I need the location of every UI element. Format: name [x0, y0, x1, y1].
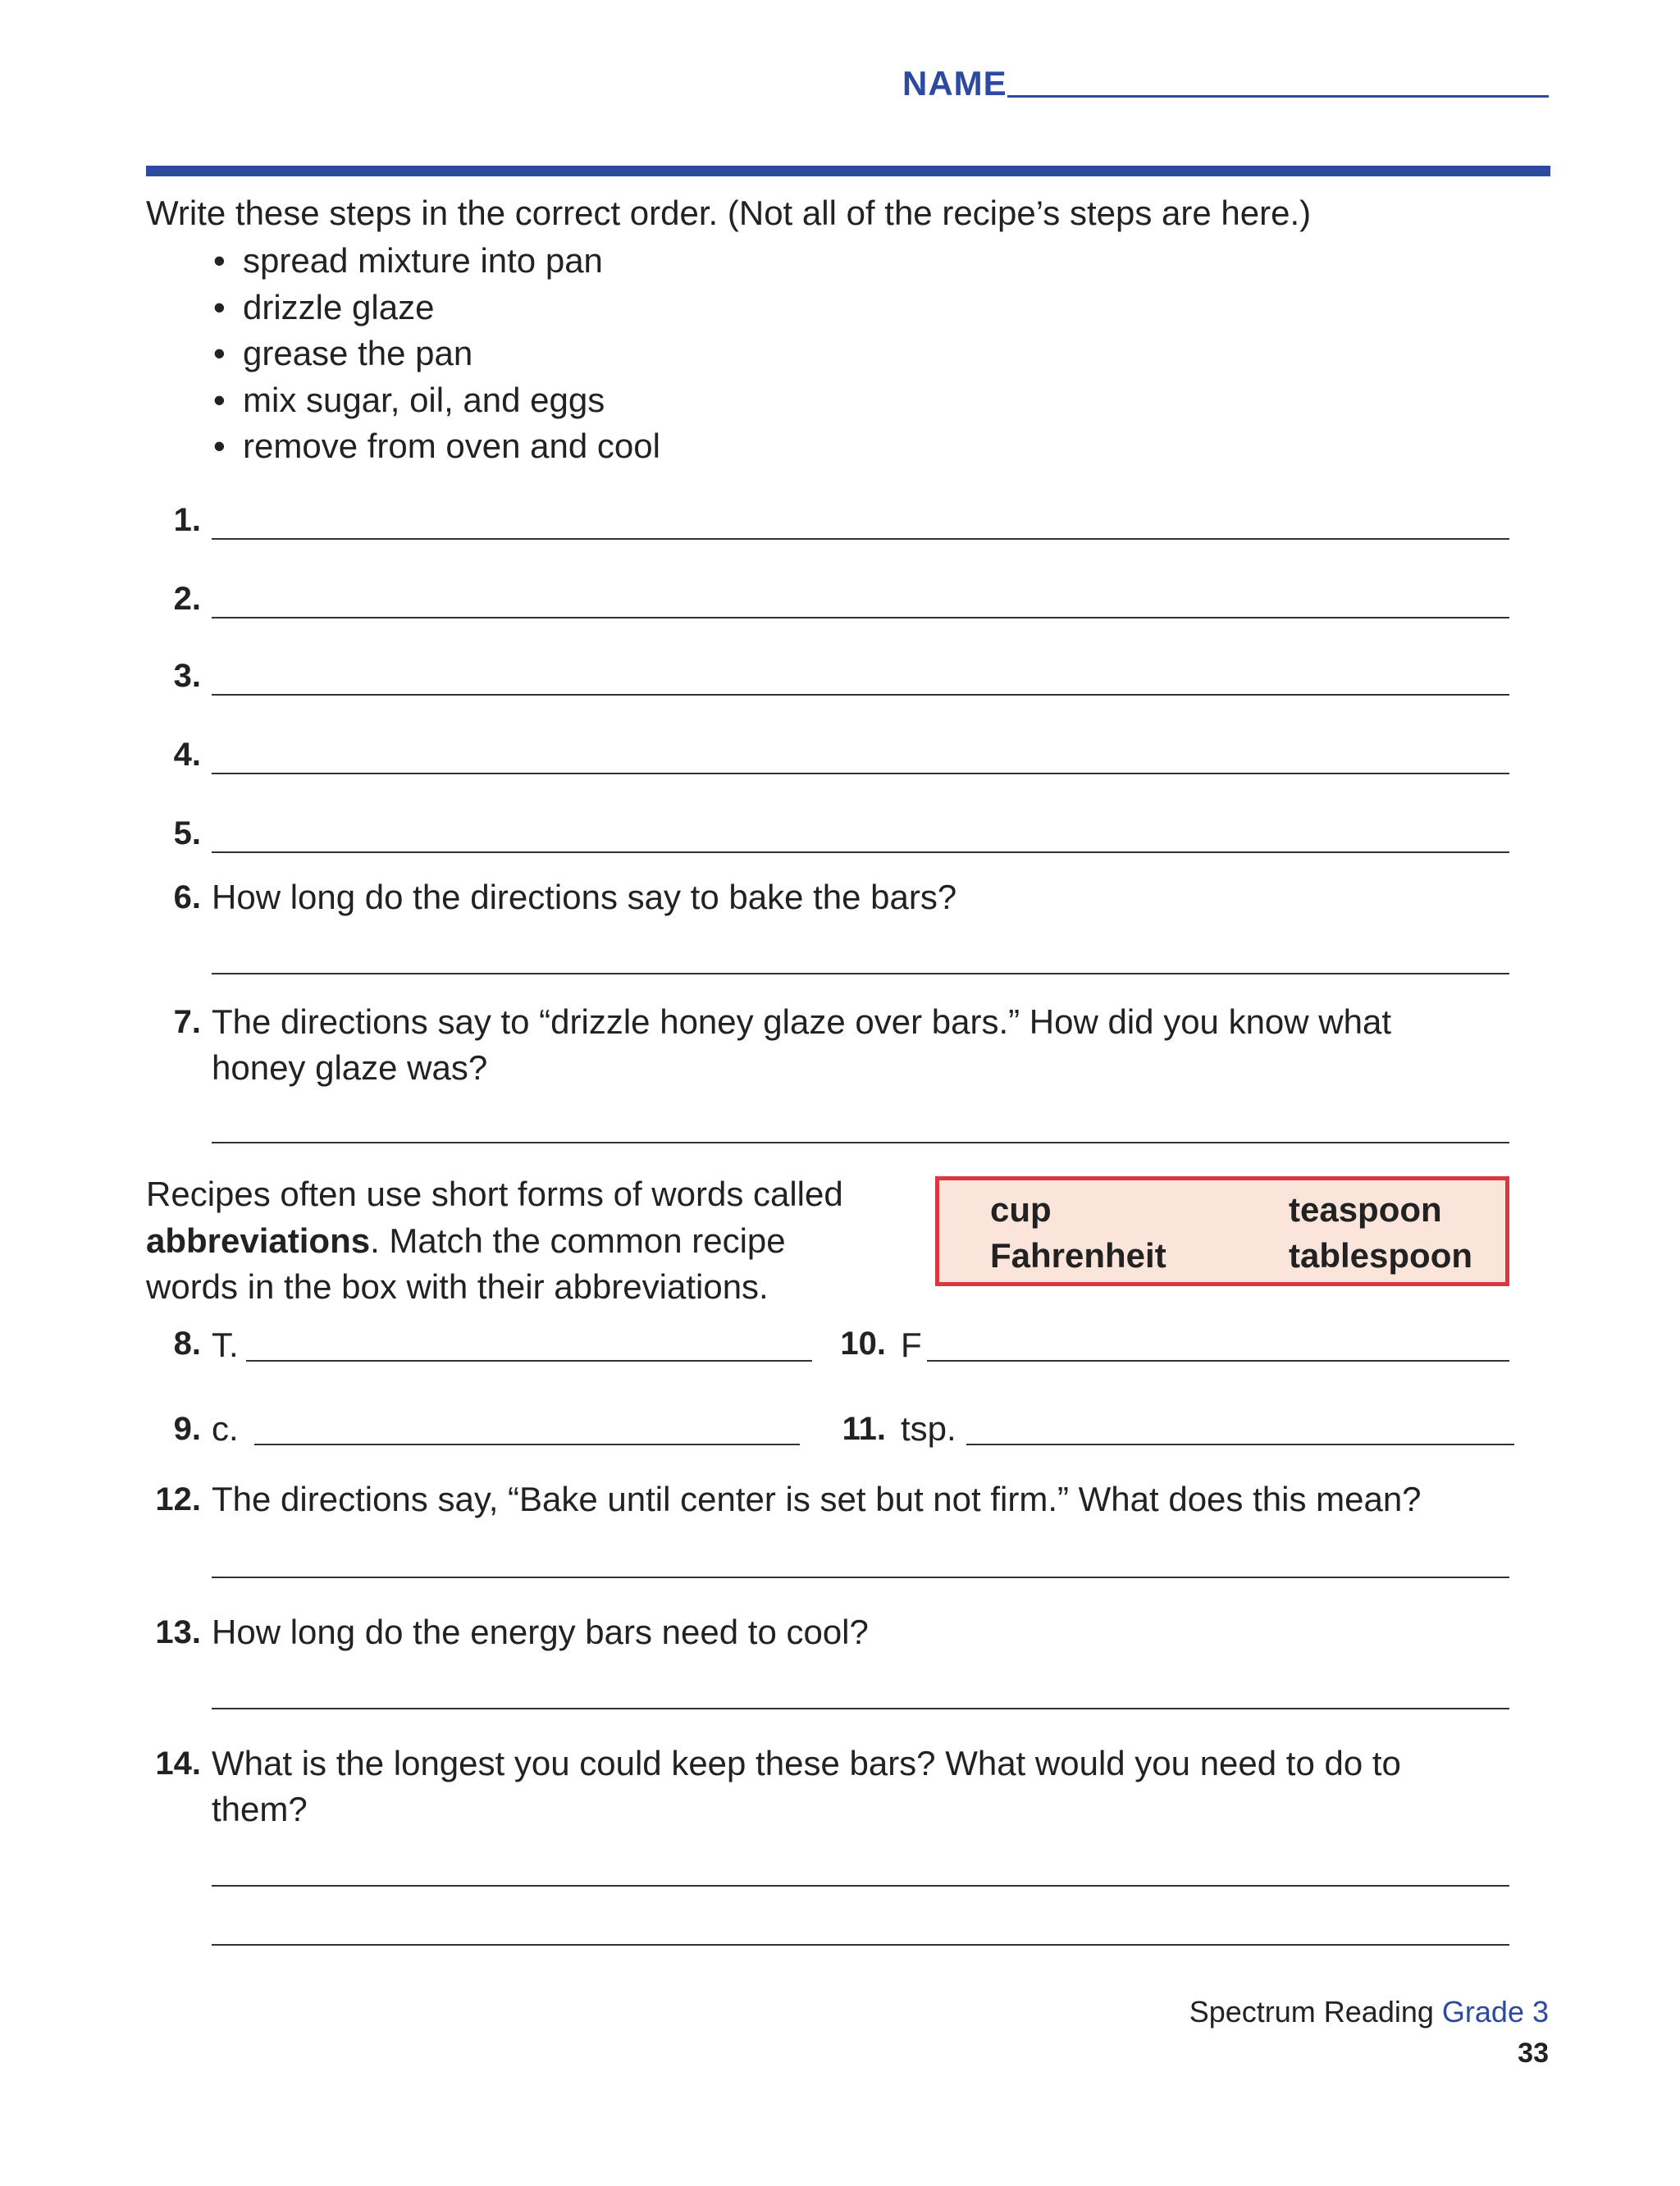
intro-line-1: Recipes often use short forms of words called [146, 1175, 843, 1213]
answer-line-8[interactable] [246, 1360, 812, 1362]
list-item [213, 238, 660, 285]
intro-line-2 [146, 1218, 925, 1265]
word-box-item: teaspoon [1289, 1190, 1442, 1229]
word-box-item: Fahrenheit [990, 1236, 1166, 1275]
bullet-icon: • [213, 241, 226, 280]
item-number-3: 3. [173, 658, 201, 694]
question-14-text-line1: What is the longest you could keep these bars? What would you need to do to [212, 1744, 1401, 1782]
question-13-text: How long do the energy bars need to cool? [212, 1613, 869, 1651]
header-rule [146, 166, 1550, 176]
answer-line-14b[interactable] [212, 1944, 1509, 1946]
question-14-text-line2: them? [212, 1790, 308, 1828]
question-7-text-line1: The directions say to “drizzle honey glaze over bars.” How did you know what [212, 1002, 1392, 1041]
abbreviation-9: c. [212, 1409, 239, 1448]
footer-brand [1189, 1995, 1549, 2029]
answer-line-2[interactable] [212, 617, 1509, 618]
question-number-6: 6. [173, 879, 201, 915]
item-number-4: 4. [173, 737, 201, 773]
question-number-11: 11. [842, 1411, 886, 1447]
answer-line-6[interactable] [212, 973, 1509, 974]
question-number-12: 12. [155, 1481, 201, 1517]
answer-line-5[interactable] [212, 851, 1509, 853]
step-text: drizzle glaze [243, 287, 435, 326]
answer-line-9[interactable] [254, 1444, 800, 1445]
answer-line-4[interactable] [212, 773, 1509, 774]
intro-line-3: words in the box with their abbreviations. [146, 1267, 769, 1306]
item-number-1: 1. [173, 502, 201, 538]
word-box [935, 1176, 1509, 1286]
question-12-text: The directions say, “Bake until center is set but not firm.” What does this mean? [212, 1480, 1422, 1518]
bullet-icon: • [213, 427, 226, 465]
step-text: grease the pan [243, 334, 473, 372]
abbreviation-8: T. [212, 1326, 239, 1364]
abbreviations-term: abbreviations [146, 1221, 371, 1260]
question-number-13: 13. [155, 1614, 201, 1650]
question-number-7: 7. [173, 1004, 201, 1040]
answer-line-12[interactable] [212, 1577, 1509, 1578]
word-box-item: tablespoon [1289, 1236, 1473, 1275]
footer-brand-name: Spectrum Reading [1189, 1995, 1434, 2029]
steps-list [213, 238, 660, 470]
answer-line-14a[interactable] [212, 1885, 1509, 1887]
list-item [213, 423, 660, 470]
answer-line-3[interactable] [212, 694, 1509, 696]
answer-line-10[interactable] [927, 1360, 1509, 1362]
footer-grade: Grade 3 [1441, 1995, 1549, 2029]
list-item [213, 285, 660, 331]
step-text: spread mixture into pan [243, 241, 603, 280]
question-6-text: How long do the directions say to bake the bars? [212, 878, 957, 916]
answer-line-11[interactable] [966, 1444, 1514, 1445]
abbreviations-intro [146, 1171, 925, 1311]
list-item [213, 331, 660, 377]
step-text: mix sugar, oil, and eggs [243, 380, 605, 419]
intro-line-2-rest: . Match the common recipe [370, 1221, 786, 1260]
name-label: NAME [902, 64, 1007, 103]
item-number-5: 5. [173, 815, 201, 851]
list-item [213, 377, 660, 424]
answer-line-7[interactable] [212, 1142, 1509, 1143]
bullet-icon: • [213, 380, 226, 419]
instructions-text: Write these steps in the correct order. (Not all of the recipe’s steps are here.) [146, 194, 1312, 232]
question-number-8: 8. [173, 1326, 201, 1362]
question-7-text-line2: honey glaze was? [212, 1048, 488, 1087]
item-number-2: 2. [173, 581, 201, 617]
bullet-icon: • [213, 287, 226, 326]
question-number-9: 9. [173, 1411, 201, 1447]
answer-line-1[interactable] [212, 538, 1509, 540]
abbreviation-11: tsp. [901, 1409, 956, 1448]
question-number-14: 14. [155, 1746, 201, 1782]
answer-line-13[interactable] [212, 1708, 1509, 1709]
step-text: remove from oven and cool [243, 427, 660, 465]
name-field[interactable] [1007, 95, 1549, 98]
page-number: 33 [1518, 2038, 1549, 2069]
word-box-item: cup [990, 1190, 1052, 1229]
abbreviation-10: F [901, 1326, 922, 1364]
question-number-10: 10. [840, 1326, 886, 1362]
bullet-icon: • [213, 334, 226, 372]
